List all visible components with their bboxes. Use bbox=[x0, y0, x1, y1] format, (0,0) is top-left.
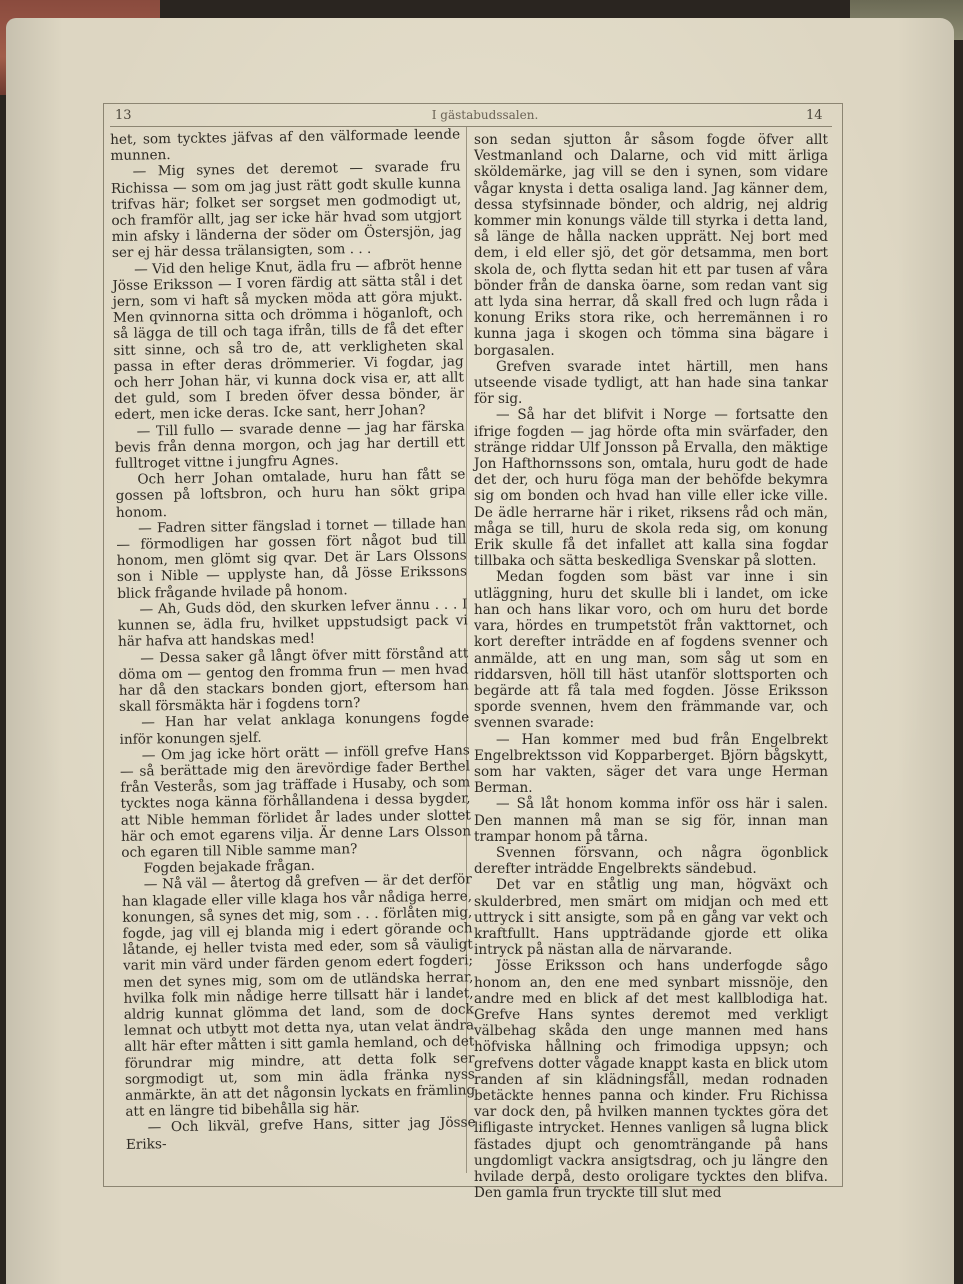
paragraph: het, som tycktes jäfvas af den välformade leende munnen. bbox=[110, 126, 461, 165]
paragraph: — Till fullo — svarade denne — jag har färska bevis från denna morgon, och jag har dertill ett fulltroget vittne i jungfru Agnes. bbox=[114, 418, 466, 473]
paragraph: son sedan sjutton år såsom fogde öfver allt Vestmanland och Dalarne, och vid mitt ärliga sköldemärke, jag vill se den i synen, som vidare vågar knysta i detta osaliga land. Jag känner dem, dessa styfsinnade bönder, och aldrig, nej aldrig kommer min konungs välde till styrka i detta land, så länge de hålla nacken upprätt. Nej bort med dem, i eld eller sjö, det gör detsamma, men bort skola de, och flytta sedan hit ett par tusen af våra bönder från de danska öarne, som redan vant sig att lyda sina herrar, då skall fred och lugn råda i konung Eriks stora rike, och herremännen i ro kunna jaga i skogen och tömma sina bägare i borgasalen. bbox=[474, 132, 828, 359]
paragraph: — Vid den helige Knut, ädla fru — afbröt henne Jösse Eriksson — I voren färdig att sätta stål i det jern, som vi haft så mycken möda att göra mjukt. Men qvinnorna sitta och drömma i höganloft, och så lägga de till och taga ifrån, tills de få det efter sitt sinne, och så tro de, att verkligheten skal passa in efter deras drömmerier. Vi fogdar, jag och herr Johan här, vi kunna dock visa er, att allt det guld, som I breden öfver dessa bönder, är edert, men icke deras. Icke sant, herr Johan? bbox=[112, 256, 465, 424]
paragraph: — Om jag icke hört orätt — inföll grefve Hans — så berättade mig den ärevördige fader Berthel från Vesterås, som jag träffade i Husaby, och som tycktes noga känna förhållandena i dessa bygder, att Nible hemman förlidet år lades under slottet här och emot egarens vilja. Är denne Lars Olsson och egaren till Nible samme man? bbox=[119, 742, 472, 861]
paragraph: — Så låt honom komma inför oss här i salen. Den mannen må man se sig för, innan man trampar honom på tårna. bbox=[474, 796, 828, 845]
paragraph: — Ah, Guds död, den skurken lefver ännu . . . I kunnen se, ädla fru, hvilket uppstudsigt pack vi här hafva att handskas med! bbox=[117, 596, 468, 651]
paragraph: — Nå väl — återtog då grefven — är det derför han klagade eller ville klaga hos vår nådiga herre, konungen, så synes det mig, som . . . förlåten mig, fogde, jag vill ej blanda mig i edert görande och låtande, ej heller tvista med eder, som så väuligt varit min värd under färden genom edert fogderi; men det synes mig, som om de utländska herrar, hvilka folk min nådige herre tillsatt här i landet, aldrig kunnat glömma det land, som de dock lemnat och utbytt mot detta nya, utan velat ändra allt här efter måtten i sitt gamla hemland, och det förundrar mig mindre, att detta folk ser sorgmodigt ut, som min ädla fränka nyss anmärkte, än att det någonsin lyckats en främling att en längre tid bibehålla sig här. bbox=[121, 871, 476, 1121]
paragraph: — Och likväl, grefve Hans, sitter jag Jösse Eriks- bbox=[125, 1114, 476, 1153]
paragraph: — Dessa saker gå långt öfver mitt förstånd att döma om — gentog den fromma frun — men hvad har då den stackars bonden gjort, eftersom han skall försmäkta här i fogdens torn? bbox=[118, 644, 469, 716]
paragraph: Grefven svarade intet härtill, men hans utseende visade tydligt, att han hade sina tankar för sig. bbox=[474, 358, 828, 408]
header-rule bbox=[110, 126, 832, 127]
paragraph: Fogden bejakade frågan. bbox=[143, 858, 316, 877]
running-title: I gästabudssalen. bbox=[431, 108, 539, 122]
paragraph: Jösse Eriksson och hans underfogde sågo honom an, den ene med synbart missnöje, den andre med en blick af det mest kallblodiga hat. Grefve Hans syntes deremot med verkligt välbehag skåda den unge mannen med hans höfviska hållning och frimodiga uppsyn; och grefvens dotter vågade knappt kasta en blick utom randen af sin klädningsfåll, medan rodnaden betäckte hennes panna och kinder. Fru Richissa var dock den, på hvilken mannen tycktes göra det lifligaste intrycket. Hennes vanligen så lugna blick fästades djupt och genomträngande på hans ungdomligt vackra ansigtsdrag, och ju längre den hvilade derpå, desto oroligare tycktes den blifva. Den gamla frun tryckte till slut med bbox=[474, 958, 828, 1202]
paragraph: Medan fogden som bäst var inne i sin utläggning, huru det skulle bli i landet, om icke han och hans likar voro, och om huru det borde vara, hördes en trumpetstöt från vakttornet, och kort derefter inträdde en af fogdens svenner och anmälde, att en ung man, som såg ut som en riddarsven, höll till häst utanför slottsporten och begärde att få tala med fogden. Jösse Eriksson sporde svennen, hvem den främmande var, och svennen svarade: bbox=[474, 569, 828, 732]
paragraph: — Han har velat anklaga konungens fogde inför konungen sjelf. bbox=[119, 709, 470, 748]
paragraph: Och herr Johan omtalade, huru han fått se gossen på loftsbron, och huru han sökt gripa honom. bbox=[115, 466, 466, 521]
page-number-left: 13 bbox=[115, 108, 132, 123]
paragraph: — Han kommer med bud från Engelbrekt Engelbrektsson vid Kopparberget. Björn bågskytt, som har vakten, säger det vara unge Herman Berman. bbox=[474, 731, 828, 797]
left-column bbox=[110, 127, 476, 1172]
page-number-right: 14 bbox=[806, 108, 823, 123]
paragraph: — Så har det blifvit i Norge — fortsatte den ifrige fogden — jag hörde ofta min svärfader, den stränge riddar Ulf Jonsson på Ervalla, den mäktige Jon Hafthornssons son, omtala, huru godt de hade det der, och huru föga man der behöfde bekymra sig om bonden och hvad han ville eller icke ville. De ädle herrarne här i riket, riksens råd och män, måga se till, huru de skola reda sig, om konung Erik skulle få det infallet att kalla sina fogdar tillbaka och sätta beskedliga Svenskar på slotten. bbox=[474, 407, 828, 570]
paragraph: Det var en ståtlig ung man, högväxt och skulderbred, men smärt om midjan och med ett uttryck i sitt ansigte, som på en gång var vekt och kraftfullt. Hans uppträdande gjorde ett olika intryck på nästan alla de närvarande. bbox=[474, 877, 828, 959]
paragraph: — Mig synes det deremot — svarade fru Richissa — som om jag just rätt godt skulle kunna trifvas här; folket ser sorgset men godmodigt ut, och framför allt, jag ser icke här hvad som utgjort min afsky i länderna der söder om Östersjön, jag ser ej här dessa trälansigten, som . . . bbox=[110, 158, 462, 262]
paragraph: Svennen försvann, och några ögonblick derefter inträdde Engelbrekts sändebud. bbox=[474, 844, 828, 878]
paragraph: — Fadren sitter fängslad i tornet — tillade han — förmodligen har gossen fört något bud till honom, men glömt sig qvar. Det är Lars Olssons son i Nible — upplyste han, då Jösse Erikssons blick frågande hvilade på honom. bbox=[116, 515, 468, 602]
right-column bbox=[474, 132, 828, 1202]
